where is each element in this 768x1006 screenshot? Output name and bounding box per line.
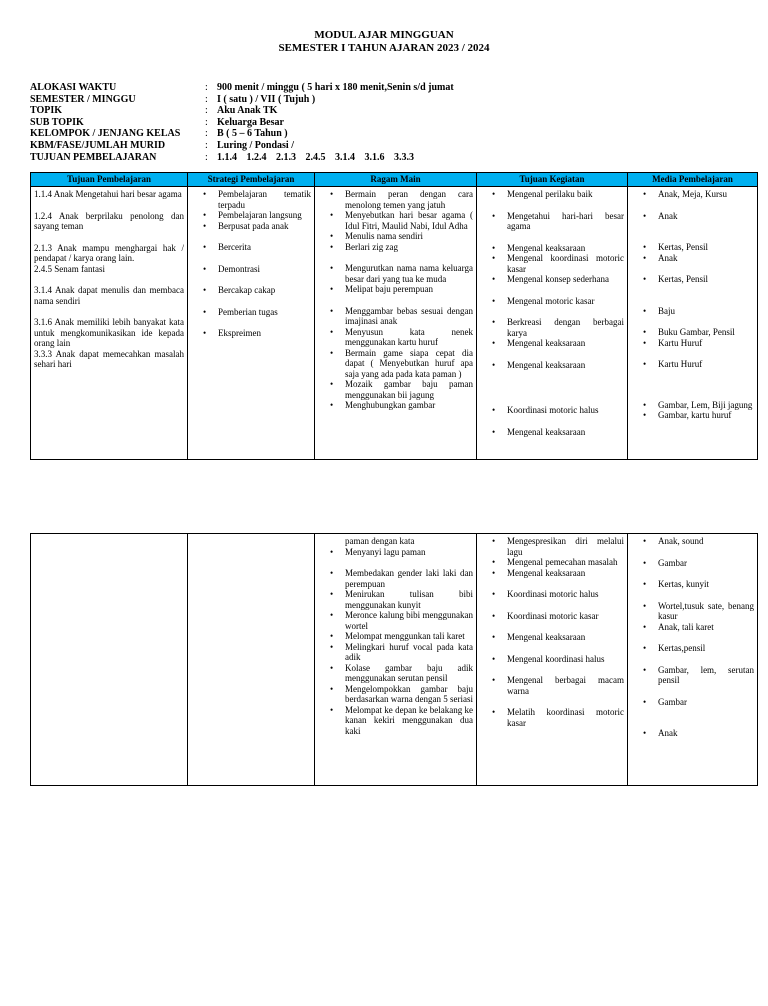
- tujuan-item: 3.3.3 Anak dapat memecahkan masalah sehari hari: [34, 348, 184, 369]
- list-item: • Meronce kalung bibi menggunakan wortel: [318, 610, 473, 631]
- meta-row: [30, 140, 454, 152]
- list-item: • Kolase gambar baju adik menggunakan serutan pensil: [318, 663, 473, 684]
- list-item: • Melipat baju perempuan: [318, 284, 473, 295]
- list-item: • Bercerita: [191, 242, 311, 253]
- list-item: • Gambar, kartu huruf: [631, 410, 754, 421]
- document-title: MODUL AJAR MINGGUAN: [314, 29, 454, 41]
- list-item: • Melatih koordinasi motoric kasar: [480, 707, 624, 728]
- ragam-main-cell: [315, 187, 477, 460]
- meta-colon: :: [205, 128, 208, 140]
- list-item: • Koordinasi motoric kasar: [480, 611, 624, 622]
- tujuan-item: 1.2.4 Anak berprilaku penolong dan sayang teman: [34, 210, 184, 231]
- list-item: • Mengurutkan nama nama keluarga besar dari yang tua ke muda: [318, 263, 473, 284]
- tujuan-kegiatan-cell: [477, 187, 628, 460]
- meta-colon: :: [205, 151, 208, 163]
- tujuan-pembelajaran-cell: [31, 187, 188, 460]
- list-item: • Mozaik gambar baju paman menggunakan bii jagung: [318, 379, 473, 400]
- list-item: • Mengenal berbagai macam warna: [480, 675, 624, 696]
- list-item: • Berkreasi dengan berbagai karya: [480, 317, 624, 338]
- meta-row: [30, 128, 454, 140]
- media-cell: [628, 187, 758, 460]
- list-item: • Bercakap cakap: [191, 285, 311, 296]
- header-ragam-main: Ragam Main: [315, 173, 477, 187]
- list-item: • Bermain peran dengan cara menolong temen yang jatuh: [318, 189, 473, 210]
- meta-value: Luring / Pondasi /: [217, 139, 294, 151]
- list-item: • Gambar, lem, serutan pensil: [631, 665, 754, 686]
- list-item: • Mengenal konsep sederhana: [480, 274, 624, 285]
- meta-value: 1.1.4 1.2.4 2.1.3 2.4.5 3.1.4 3.1.6 3.3.3: [217, 151, 414, 163]
- tujuan-item: 2.4.5 Senam fantasi: [34, 263, 105, 274]
- list-item: • Menyanyi lagu paman: [318, 547, 473, 558]
- list-item: • Kertas, Pensil: [631, 242, 754, 253]
- document-subtitle: SEMESTER I TAHUN AJARAN 2023 / 2024: [278, 42, 490, 54]
- meta-label: SEMESTER / MINGGU: [30, 93, 136, 105]
- meta-value: Keluarga Besar: [217, 116, 284, 128]
- meta-value: B ( 5 – 6 Tahun ): [217, 128, 288, 140]
- list-item: • Pembelajaran langsung: [191, 210, 311, 221]
- list-item: • Kertas,pensil: [631, 643, 754, 654]
- meta-info: [30, 82, 454, 163]
- meta-label: SUB TOPIK: [30, 116, 84, 128]
- list-item: • Mengenal keaksaraan: [480, 338, 624, 349]
- table-row: [31, 534, 758, 786]
- list-item-continuation: paman dengan kata: [345, 536, 415, 546]
- list-item: • Baju: [631, 306, 754, 317]
- header-media-pembelajaran: Media Pembelajaran: [628, 173, 758, 187]
- plan-table: [30, 172, 758, 460]
- list-item: • Menggambar bebas sesuai dengan imajinasi anak: [318, 306, 473, 327]
- list-item: • Mengetahui hari-hari besar agama: [480, 211, 624, 232]
- list-item: • Menyusun kata nenek menggunakan kartu huruf: [318, 327, 473, 348]
- list-item: • Buku Gambar, Pensil: [631, 327, 754, 338]
- list-item: • Anak, Meja, Kursu: [631, 189, 754, 200]
- list-item: • Menirukan tulisan bibi menggunakan kunyit: [318, 589, 473, 610]
- meta-label: TOPIK: [30, 105, 63, 117]
- list-item: • Menyebutkan hari besar agama ( Idul Fitri, Maulid Nabi, Idul Adha: [318, 210, 473, 231]
- media-cell: [628, 534, 758, 786]
- list-item: • Mengenal motoric kasar: [480, 296, 624, 307]
- list-item: • Mengenal keaksaraan: [480, 568, 624, 579]
- list-item: • Mengenal pemecahan masalah: [480, 557, 624, 568]
- list-item: • Menulis nama sendiri: [318, 231, 473, 242]
- meta-row: [30, 82, 454, 94]
- meta-colon: :: [205, 116, 208, 128]
- strategi-cell: [188, 187, 315, 460]
- list-item: • Mengenal keaksaraan: [480, 360, 624, 371]
- meta-colon: :: [205, 105, 208, 117]
- meta-value: Aku Anak TK: [217, 105, 278, 117]
- list-item: • Anak: [631, 211, 754, 222]
- list-item: • Melingkari huruf vocal pada kata adik: [318, 642, 473, 663]
- list-item: • Anak, sound: [631, 536, 754, 547]
- meta-label: ALOKASI WAKTU: [30, 82, 117, 93]
- tujuan-item: 3.1.4 Anak dapat menulis dan membaca nama sendiri: [34, 285, 184, 306]
- tujuan-item: 2.1.3 Anak mampu menghargai hak / pendapat / karya orang lain.: [34, 242, 184, 263]
- meta-value: 900 menit / minggu ( 5 hari x 180 menit,Senin s/d jumat: [217, 82, 454, 93]
- ragam-main-cell: [315, 534, 477, 786]
- list-item: • Anak: [631, 728, 754, 739]
- list-item: • Anak: [631, 253, 754, 264]
- meta-row: [30, 152, 454, 164]
- list-item: • Melompat menggunkan tali karet: [318, 631, 473, 642]
- header-strategi-pembelajaran: Strategi Pembelajaran: [188, 173, 315, 187]
- tujuan-item: 3.1.6 Anak memiliki lebih banyakat kata untuk mengkomunikasikan ide kepada orang lain: [34, 317, 184, 348]
- list-item: • Mengelompokkan gambar baju berdasarkan warna dengan 5 seriasi: [318, 684, 473, 705]
- tujuan-kegiatan-cell: [477, 534, 628, 786]
- strategi-cell: [188, 534, 315, 786]
- list-item: • Kartu Huruf: [631, 359, 754, 370]
- list-item: • Pembelajaran tematik terpadu: [191, 189, 311, 210]
- header-tujuan-pembelajaran: Tujuan Pembelajaran: [31, 173, 188, 187]
- meta-row: [30, 117, 454, 129]
- list-item: • Gambar: [631, 697, 754, 708]
- list-item: • Kertas, kunyit: [631, 579, 754, 590]
- meta-colon: :: [205, 93, 208, 105]
- list-item: • Melompat ke depan ke belakang ke kanan kekiri menggunakan dua kaki: [318, 705, 473, 737]
- meta-label: KELOMPOK / JENJANG KELAS: [30, 128, 181, 140]
- list-item: • Gambar: [631, 558, 754, 569]
- list-item: • Mengenal keaksaraan: [480, 243, 624, 254]
- list-item: • Kertas, Pensil: [631, 274, 754, 285]
- tujuan-item: 1.1.4 Anak Mengetahui hari besar agama: [34, 189, 182, 199]
- meta-value: I ( satu ) / VII ( Tujuh ): [217, 93, 316, 105]
- list-item: • Mengespresikan diri melalui lagu: [480, 536, 624, 557]
- table-row: [31, 187, 758, 460]
- table-header-row: [31, 173, 758, 187]
- list-item: • Bermain game siapa cepat dia dapat ( Menyebutkan huruf apa saja yang ada pada kata paman ): [318, 348, 473, 380]
- list-item: • Ekspreimen: [191, 328, 311, 339]
- list-item: • Koordinasi motoric halus: [480, 589, 624, 600]
- plan-table-continued: [30, 533, 758, 786]
- list-item: • Mengenal keaksaraan: [480, 427, 624, 438]
- list-item: • Kartu Huruf: [631, 338, 754, 349]
- list-item: • Mengenal koordinasi halus: [480, 654, 624, 665]
- meta-row: [30, 94, 454, 106]
- meta-label: KBM/FASE/JUMLAH MURID: [30, 139, 166, 151]
- list-item: • Demontrasi: [191, 264, 311, 275]
- list-item: • Membedakan gender laki laki dan perempuan: [318, 568, 473, 589]
- list-item: • Anak, tali karet: [631, 622, 754, 633]
- list-item: • Berpusat pada anak: [191, 221, 311, 232]
- list-item: • Mengenal perilaku baik: [480, 189, 624, 200]
- meta-row: [30, 105, 454, 117]
- list-item: • Gambar, Lem, Biji jagung: [631, 400, 754, 411]
- list-item: • Koordinasi motoric halus: [480, 405, 624, 416]
- list-item: • Pemberian tugas: [191, 307, 311, 318]
- tujuan-pembelajaran-cell: [31, 534, 188, 786]
- list-item: • Mengenal koordinasi motoric kasar: [480, 253, 624, 274]
- list-item: • Wortel,tusuk sate, benang kasur: [631, 601, 754, 622]
- meta-colon: :: [205, 139, 208, 151]
- header-tujuan-kegiatan: Tujuan Kegiatan: [477, 173, 628, 187]
- meta-label: TUJUAN PEMBELAJARAN: [30, 151, 157, 163]
- meta-colon: :: [205, 82, 208, 93]
- list-item: • Mengenal keaksaraan: [480, 632, 624, 643]
- list-item: • Berlari zig zag: [318, 242, 473, 253]
- list-item: • Menghubungkan gambar: [318, 400, 473, 411]
